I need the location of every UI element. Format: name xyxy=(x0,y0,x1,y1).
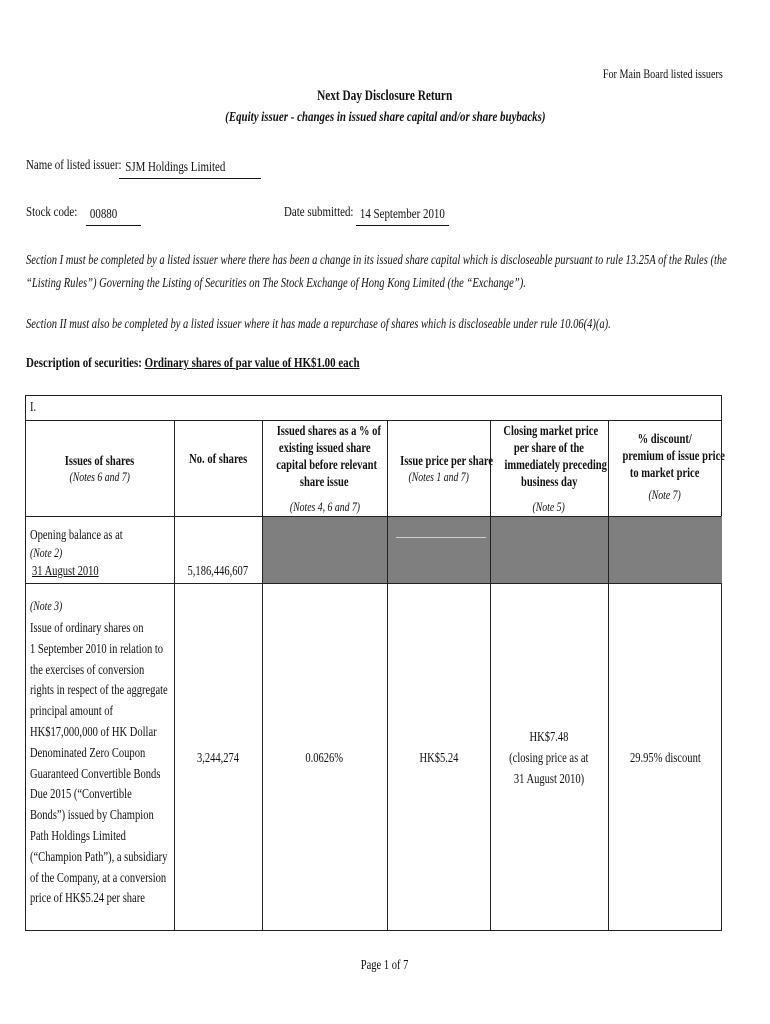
page-subtitle: (Equity issuer - changes in issued share capital and/or share buybacks) xyxy=(224,110,546,125)
page-title: Next Day Disclosure Return xyxy=(317,88,453,104)
header-note-col1: (Notes 6 and 7) xyxy=(69,470,131,484)
date-submitted-field: 14 September 2010 xyxy=(356,205,449,226)
section1-instruction: Section I must be completed by a listed issuer where there has been a change in its issued share capital which is discloseable pursuant to rule 13.25A of the Rules (the “Listing Rules”) Governing the Listing of Securities on The Stock Exchange of Hong Kong Limited (the “Exchange”). xyxy=(26,252,727,290)
issue-price: HK$5.24 xyxy=(419,750,458,765)
header-note-col5: (Note 5) xyxy=(532,500,566,514)
opening-balance-shares: 5,186,446,607 xyxy=(187,563,249,578)
board-note: For Main Board listed issuers xyxy=(603,66,723,81)
closing-price: HK$7.48 (closing price as at 31 August 2010) xyxy=(509,729,589,786)
stock-code-field: 00880 xyxy=(86,205,141,226)
opening-balance-label: Opening balance as at xyxy=(30,527,123,542)
shaded-cell xyxy=(262,516,387,583)
securities-description: Description of securities: Ordinary shares of par value of HK$1.00 each xyxy=(26,356,360,371)
opening-balance-date: 31 August 2010 xyxy=(32,563,99,578)
page-number: Page 1 of 7 xyxy=(361,957,409,972)
issue-percent: 0.0626% xyxy=(305,750,344,765)
header-no-of-shares: No. of shares xyxy=(188,451,248,466)
header-discount-premium: % discount/ premium of issue price to market price xyxy=(622,431,725,480)
header-note-col3: (Notes 4, 6 and 7) xyxy=(289,500,360,514)
issue-description: Issue of ordinary shares on 1 September 2010 in relation to the exercises of conversion rights in respect of the aggregate principal amount of HK$17,000,000 of HK Dollar Denominated Zero Coupon Guaranteed Convertible Bonds Due 2015 (“Convertible Bonds”) issued by Champion Path Holdings Limited (“Champion Path”), a subsidiary of the Company, at a conversion price of HK$5.24 per share xyxy=(30,620,168,906)
stock-code-label: Stock code: xyxy=(26,205,78,220)
header-note-col4: (Notes 1 and 7) xyxy=(408,470,469,484)
issue-shares: 3,244,274 xyxy=(196,750,240,765)
opening-balance-note: (Note 2) xyxy=(30,546,63,560)
issuer-name-field: SJM Holdings Limited xyxy=(119,158,261,179)
section-label: I. xyxy=(30,399,37,414)
discount-value: 29.95% discount xyxy=(629,750,701,765)
header-note-col6: (Note 7) xyxy=(648,488,682,502)
header-issued-percent: Issued shares as a % of existing issued share capital before relevant share issue xyxy=(276,423,381,489)
section2-instruction: Section II must also be completed by a listed issuer where it has made a repurchase of shares which is discloseable under rule 10.06(4)(a). xyxy=(26,316,611,331)
issue-row-note: (Note 3) xyxy=(30,599,63,613)
shaded-cell xyxy=(608,516,722,583)
header-issues-of-shares: Issues of shares xyxy=(65,453,135,468)
issuer-name-label: Name of listed issuer: xyxy=(26,158,122,173)
shaded-cell xyxy=(387,516,490,583)
shaded-cell xyxy=(490,516,608,583)
share-capital-table xyxy=(25,395,725,931)
date-submitted-label: Date submitted: xyxy=(284,205,354,220)
header-issue-price: Issue price per share xyxy=(400,453,494,468)
header-closing-price: Closing market price per share of the immediately preceding business day xyxy=(503,423,607,489)
